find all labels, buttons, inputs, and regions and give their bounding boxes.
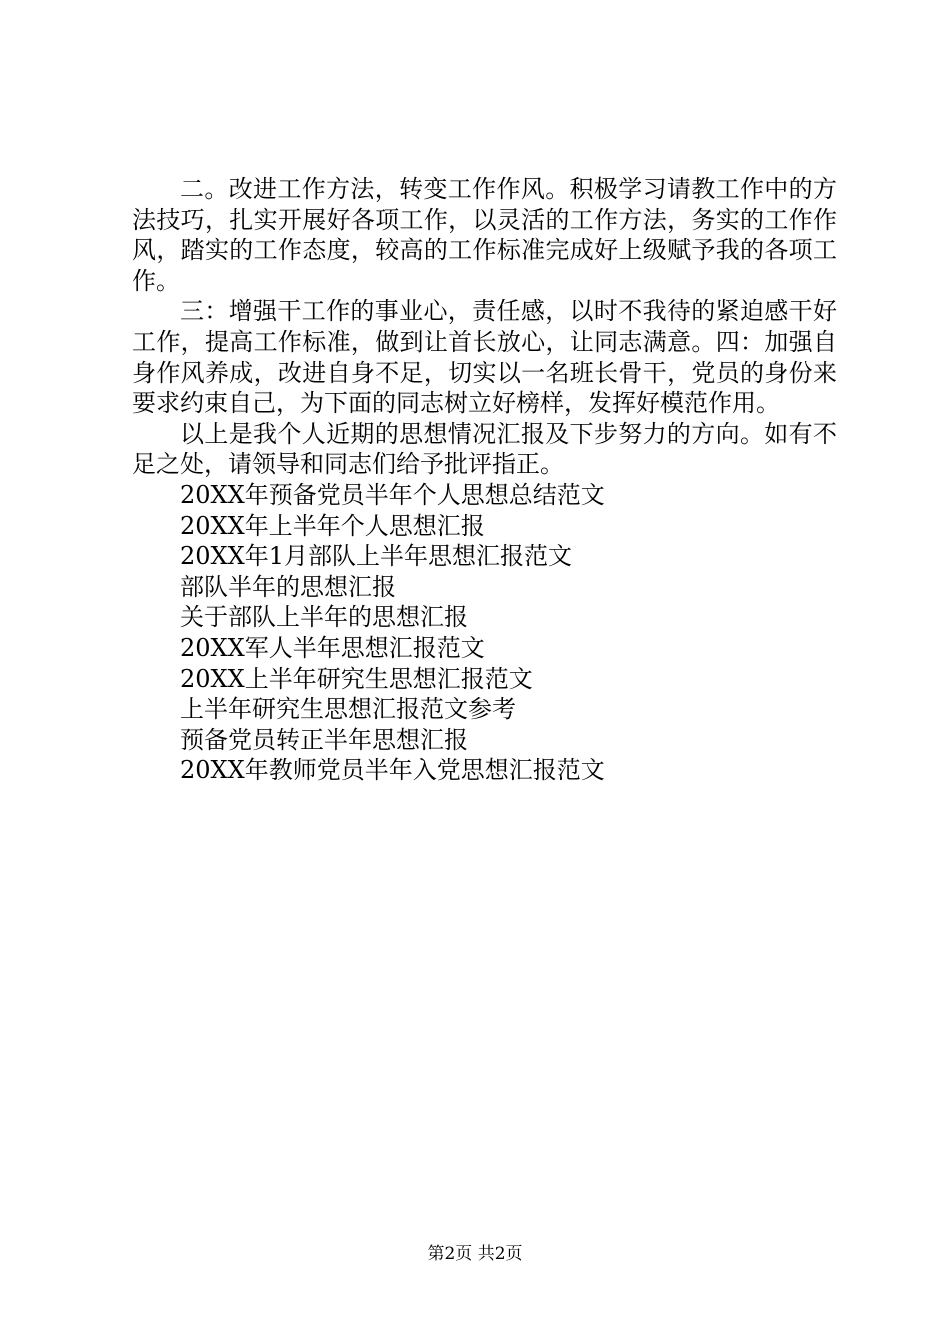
related-article-item[interactable]: 20XX上半年研究生思想汇报范文: [180, 664, 533, 693]
paragraph-improve-methods: 二。改进工作方法，转变工作作风。积极学习请教工作中的方法技巧，扎实开展好各项工作，以灵活的工作方法，务实的工作作风，踏实的工作态度，较高的工作标准完成好上级赋予我的各项工作。: [132, 175, 837, 295]
related-article-item[interactable]: 20XX年教师党员半年入党思想汇报范文: [180, 756, 605, 785]
related-article-item[interactable]: 关于部队上半年的思想汇报: [180, 603, 468, 632]
page-number-footer: 第2页 共2页: [427, 1244, 523, 1264]
related-article-item[interactable]: 20XX军人半年思想汇报范文: [180, 633, 485, 662]
paragraph-work-attitude: 三：增强干工作的事业心，责任感，以时不我待的紧迫感干好工作，提高工作标准，做到让首长放心，让同志满意。四：加强自身作风养成，改进自身不足，切实以一名班长骨干，党员的身份来要求约束自己，为下面的同志树立好榜样，发挥好模范作用。: [132, 297, 837, 418]
related-article-item[interactable]: 预备党员转正半年思想汇报: [180, 725, 468, 754]
related-article-item[interactable]: 20XX年上半年个人思想汇报: [180, 511, 485, 540]
related-article-item[interactable]: 上半年研究生思想汇报范文参考: [180, 695, 516, 724]
related-article-item[interactable]: 部队半年的思想汇报: [180, 572, 396, 601]
document-body: [132, 174, 837, 786]
related-article-item[interactable]: 20XX年1月部队上半年思想汇报范文: [180, 542, 572, 571]
related-article-item[interactable]: 20XX年预备党员半年个人思想总结范文: [180, 480, 605, 509]
related-articles-list: [132, 480, 837, 786]
paragraph-conclusion: 以上是我个人近期的思想情况汇报及下步努力的方向。如有不足之处，请领导和同志们给予批评指正。: [132, 419, 837, 479]
